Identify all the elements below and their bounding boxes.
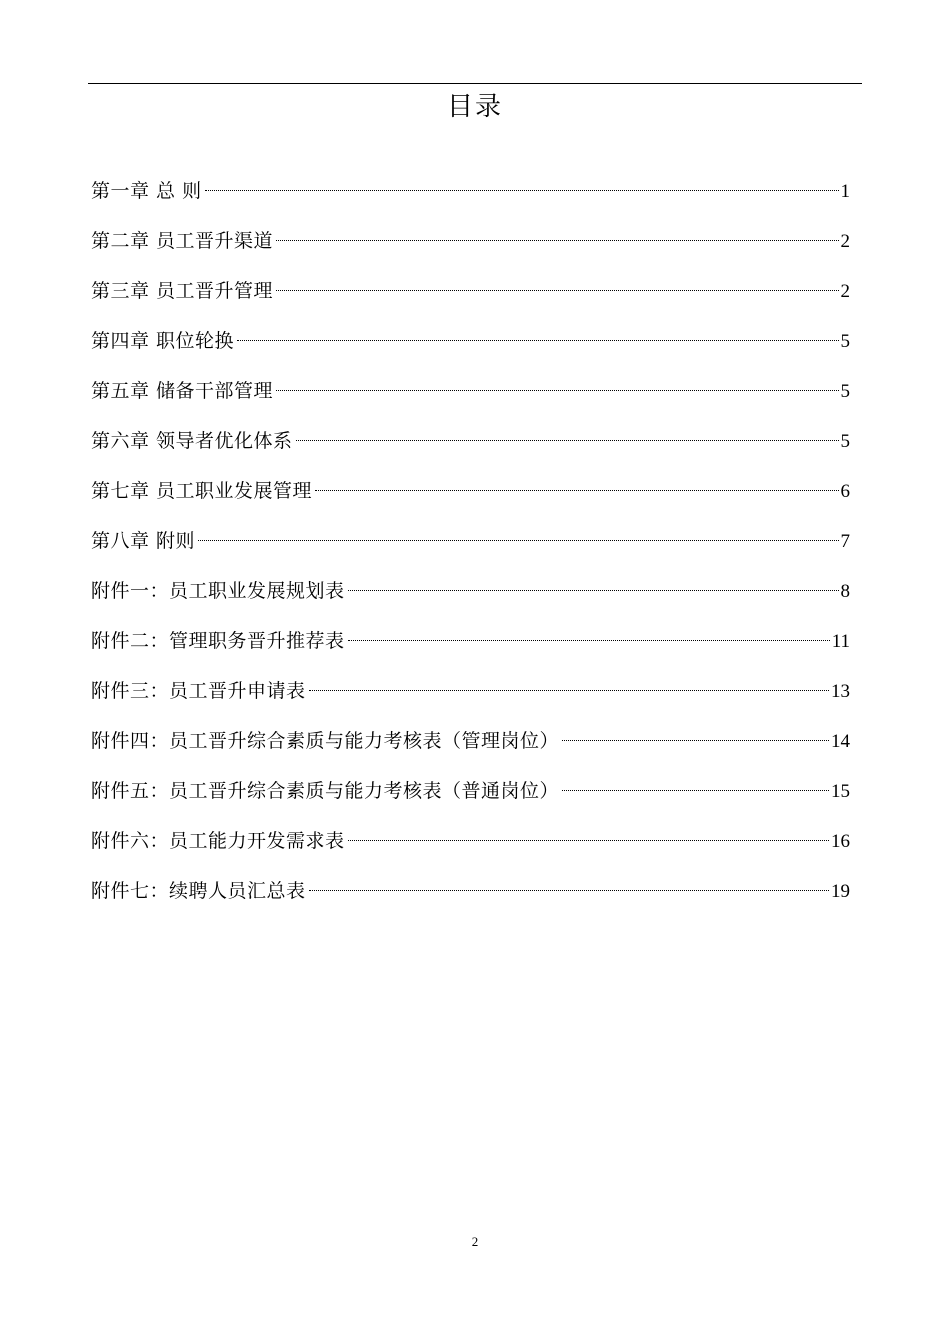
toc-entry-page: 15 [831, 781, 850, 802]
toc-entry-label: 第一章 总 则 [91, 180, 202, 202]
toc-entry-page: 2 [840, 281, 850, 302]
toc-entry-label: 附件二：管理职务晋升推荐表 [91, 630, 345, 652]
toc-entry-appendix-5[interactable] [91, 773, 850, 823]
toc-entry-page: 7 [840, 531, 850, 552]
toc-entry-page: 2 [840, 231, 850, 252]
dot-leader [276, 390, 838, 391]
toc-entry-page: 19 [831, 881, 850, 902]
dot-leader [309, 690, 829, 691]
table-of-contents [91, 173, 850, 923]
dot-leader [276, 240, 838, 241]
toc-entry-chapter-1[interactable] [91, 173, 850, 223]
dot-leader [562, 740, 829, 741]
toc-entry-appendix-4[interactable] [91, 723, 850, 773]
toc-entry-appendix-6[interactable] [91, 823, 850, 873]
toc-entry-appendix-7[interactable] [91, 873, 850, 923]
toc-entry-chapter-4[interactable] [91, 323, 850, 373]
toc-entry-label: 附件一：员工职业发展规划表 [91, 580, 345, 602]
toc-entry-page: 5 [840, 381, 850, 402]
toc-entry-label: 附件三：员工晋升申请表 [91, 680, 306, 702]
toc-entry-appendix-3[interactable] [91, 673, 850, 723]
toc-entry-label: 第三章 员工晋升管理 [91, 280, 274, 302]
toc-entry-chapter-3[interactable] [91, 273, 850, 323]
toc-entry-page: 5 [840, 431, 850, 452]
toc-entry-label: 第二章 员工晋升渠道 [91, 230, 274, 252]
toc-entry-chapter-8[interactable] [91, 523, 850, 573]
dot-leader [309, 890, 829, 891]
dot-leader [296, 440, 839, 441]
page-title: 目录 [446, 92, 503, 122]
dot-leader [276, 290, 838, 291]
toc-entry-appendix-2[interactable] [91, 623, 850, 673]
toc-entry-chapter-6[interactable] [91, 423, 850, 473]
toc-entry-page: 5 [840, 331, 850, 352]
toc-entry-page: 11 [831, 631, 850, 652]
toc-entry-label: 第八章 附则 [91, 530, 196, 552]
toc-entry-label: 附件五：员工晋升综合素质与能力考核表（普通岗位） [91, 780, 560, 802]
dot-leader [348, 640, 830, 641]
dot-leader [562, 790, 829, 791]
toc-entry-label: 第五章 储备干部管理 [91, 380, 274, 402]
toc-entry-label: 附件四：员工晋升综合素质与能力考核表（管理岗位） [91, 730, 560, 752]
dot-leader [348, 590, 839, 591]
toc-entry-appendix-1[interactable] [91, 573, 850, 623]
toc-entry-page: 13 [831, 681, 850, 702]
toc-entry-label: 附件七：续聘人员汇总表 [91, 880, 306, 902]
toc-entry-label: 第六章 领导者优化体系 [91, 430, 293, 452]
toc-entry-page: 8 [840, 581, 850, 602]
dot-leader [315, 490, 838, 491]
dot-leader [205, 190, 839, 191]
toc-entry-label: 第七章 员工职业发展管理 [91, 480, 313, 502]
toc-entry-chapter-5[interactable] [91, 373, 850, 423]
toc-entry-label: 第四章 职位轮换 [91, 330, 235, 352]
dot-leader [348, 840, 829, 841]
toc-entry-label: 附件六：员工能力开发需求表 [91, 830, 345, 852]
page-footer-number: 2 [471, 1234, 479, 1249]
toc-entry-page: 1 [840, 181, 850, 202]
toc-entry-chapter-2[interactable] [91, 223, 850, 273]
header-rule [88, 83, 862, 84]
dot-leader [198, 540, 838, 541]
toc-entry-page: 6 [840, 481, 850, 502]
toc-entry-page: 16 [831, 831, 850, 852]
toc-entry-page: 14 [831, 731, 850, 752]
dot-leader [237, 340, 838, 341]
toc-entry-chapter-7[interactable] [91, 473, 850, 523]
